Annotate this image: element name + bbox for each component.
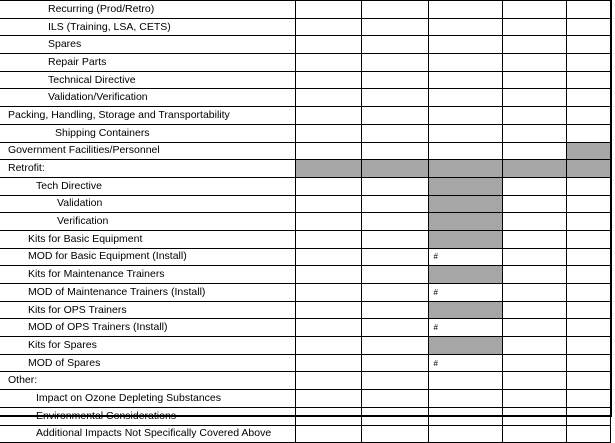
hash-mark-cell: # [428, 284, 502, 302]
table-row [0, 1, 610, 19]
row-label: Recurring (Prod/Retro) [0, 1, 295, 19]
empty-cell [428, 18, 502, 36]
empty-cell [566, 195, 610, 213]
empty-cell [428, 124, 502, 142]
row-label: Shipping Containers [0, 124, 295, 142]
row-label: MOD of OPS Trainers (Install) [0, 319, 295, 337]
empty-cell [295, 390, 361, 408]
empty-cell [295, 54, 361, 72]
row-label: Repair Parts [0, 54, 295, 72]
empty-cell [502, 284, 566, 302]
table-row [0, 142, 610, 160]
shaded-cell [428, 177, 502, 195]
empty-cell [361, 54, 428, 72]
empty-cell [361, 425, 428, 443]
table-row [0, 337, 610, 355]
empty-cell [428, 107, 502, 125]
empty-cell [361, 142, 428, 160]
empty-cell [361, 372, 428, 390]
empty-cell [428, 390, 502, 408]
table-row [0, 230, 610, 248]
table-row [0, 425, 610, 443]
row-label: Impact on Ozone Depleting Substances [0, 390, 295, 408]
empty-cell [295, 142, 361, 160]
empty-cell [361, 319, 428, 337]
empty-cell [428, 54, 502, 72]
empty-cell [295, 425, 361, 443]
empty-cell [502, 195, 566, 213]
shaded-cell [428, 213, 502, 231]
shaded-cell [361, 160, 428, 178]
table-row [0, 177, 610, 195]
empty-cell [566, 425, 610, 443]
empty-cell [361, 230, 428, 248]
empty-cell [361, 407, 428, 425]
empty-cell [295, 266, 361, 284]
empty-cell [361, 107, 428, 125]
row-label: MOD of Maintenance Trainers (Install) [0, 284, 295, 302]
row-label: Verification [0, 213, 295, 231]
empty-cell [502, 36, 566, 54]
empty-cell [502, 407, 566, 425]
empty-cell [502, 319, 566, 337]
empty-cell [502, 18, 566, 36]
empty-cell [428, 407, 502, 425]
empty-cell [566, 248, 610, 266]
empty-cell [566, 230, 610, 248]
empty-cell [361, 390, 428, 408]
row-label: Environmental Considerations [0, 407, 295, 425]
hash-mark-cell: # [428, 354, 502, 372]
empty-cell [295, 213, 361, 231]
table-row [0, 354, 610, 372]
empty-cell [428, 425, 502, 443]
empty-cell [566, 124, 610, 142]
hash-mark-cell: # [428, 248, 502, 266]
empty-cell [566, 407, 610, 425]
empty-cell [566, 372, 610, 390]
empty-cell [502, 230, 566, 248]
hash-mark-cell: # [428, 319, 502, 337]
empty-cell [361, 354, 428, 372]
empty-cell [428, 372, 502, 390]
shaded-cell [428, 266, 502, 284]
empty-cell [502, 354, 566, 372]
row-label: ILS (Training, LSA, CETS) [0, 18, 295, 36]
empty-cell [502, 142, 566, 160]
empty-cell [566, 54, 610, 72]
row-label: Kits for Maintenance Trainers [0, 266, 295, 284]
empty-cell [295, 319, 361, 337]
empty-cell [502, 54, 566, 72]
empty-cell [566, 390, 610, 408]
empty-cell [295, 284, 361, 302]
table-row [0, 124, 610, 142]
shaded-cell [502, 160, 566, 178]
table-row [0, 390, 610, 408]
row-label: Validation/Verification [0, 89, 295, 107]
table-row [0, 284, 610, 302]
row-label: Government Facilities/Personnel [0, 142, 295, 160]
empty-cell [295, 354, 361, 372]
empty-cell [566, 18, 610, 36]
row-label: Retrofit: [0, 160, 295, 178]
table-row [0, 107, 610, 125]
empty-cell [295, 230, 361, 248]
empty-cell [361, 337, 428, 355]
empty-cell [295, 337, 361, 355]
empty-cell [502, 266, 566, 284]
shaded-cell [428, 160, 502, 178]
table-row [0, 407, 610, 425]
empty-cell [502, 301, 566, 319]
shaded-cell [295, 160, 361, 178]
row-label: Kits for Basic Equipment [0, 230, 295, 248]
empty-cell [295, 124, 361, 142]
row-label: Technical Directive [0, 71, 295, 89]
row-label: Validation [0, 195, 295, 213]
table-row [0, 89, 610, 107]
empty-cell [502, 337, 566, 355]
row-label: Kits for Spares [0, 337, 295, 355]
row-label: Packing, Handling, Storage and Transportability [0, 107, 295, 125]
table-row [0, 319, 610, 337]
empty-cell [428, 142, 502, 160]
empty-cell [566, 213, 610, 231]
table-row [0, 266, 610, 284]
empty-cell [361, 1, 428, 19]
row-label: Tech Directive [0, 177, 295, 195]
empty-cell [566, 301, 610, 319]
empty-cell [566, 107, 610, 125]
empty-cell [566, 1, 610, 19]
empty-cell [295, 248, 361, 266]
shaded-cell [566, 142, 610, 160]
empty-cell [361, 213, 428, 231]
table-body [0, 1, 610, 443]
empty-cell [361, 89, 428, 107]
empty-cell [361, 266, 428, 284]
empty-cell [502, 1, 566, 19]
empty-cell [566, 354, 610, 372]
empty-cell [295, 1, 361, 19]
empty-cell [361, 284, 428, 302]
empty-cell [566, 266, 610, 284]
empty-cell [295, 36, 361, 54]
empty-cell [566, 177, 610, 195]
table-row [0, 195, 610, 213]
empty-cell [361, 124, 428, 142]
row-label: Kits for OPS Trainers [0, 301, 295, 319]
table-row [0, 213, 610, 231]
empty-cell [295, 372, 361, 390]
empty-cell [566, 36, 610, 54]
table-row [0, 372, 610, 390]
table-row [0, 301, 610, 319]
empty-cell [428, 89, 502, 107]
empty-cell [502, 177, 566, 195]
empty-cell [566, 71, 610, 89]
empty-cell [502, 213, 566, 231]
empty-cell [428, 36, 502, 54]
row-label: Spares [0, 36, 295, 54]
empty-cell [502, 425, 566, 443]
row-label: Additional Impacts Not Specifically Covered Above [0, 425, 295, 443]
table-row [0, 71, 610, 89]
row-label: Other: [0, 372, 295, 390]
shaded-cell [428, 230, 502, 248]
empty-cell [502, 390, 566, 408]
empty-cell [361, 301, 428, 319]
empty-cell [361, 71, 428, 89]
empty-cell [361, 195, 428, 213]
table-row [0, 36, 610, 54]
empty-cell [361, 177, 428, 195]
table-row [0, 160, 610, 178]
empty-cell [295, 177, 361, 195]
empty-cell [428, 71, 502, 89]
empty-cell [295, 18, 361, 36]
empty-cell [295, 407, 361, 425]
empty-cell [502, 248, 566, 266]
empty-cell [295, 89, 361, 107]
shaded-cell [566, 160, 610, 178]
row-label: MOD of Spares [0, 354, 295, 372]
empty-cell [566, 319, 610, 337]
empty-cell [502, 89, 566, 107]
empty-cell [295, 195, 361, 213]
shaded-cell [428, 301, 502, 319]
table-row [0, 54, 610, 72]
shaded-cell [428, 195, 502, 213]
empty-cell [428, 1, 502, 19]
row-label: MOD for Basic Equipment (Install) [0, 248, 295, 266]
empty-cell [502, 71, 566, 89]
empty-cell [502, 124, 566, 142]
shaded-cell [428, 337, 502, 355]
empty-cell [295, 107, 361, 125]
empty-cell [502, 107, 566, 125]
table-row [0, 248, 610, 266]
empty-cell [566, 337, 610, 355]
empty-cell [361, 36, 428, 54]
empty-cell [502, 372, 566, 390]
empty-cell [295, 301, 361, 319]
empty-cell [361, 248, 428, 266]
empty-cell [361, 18, 428, 36]
table-row [0, 18, 610, 36]
empty-cell [295, 71, 361, 89]
empty-cell [566, 89, 610, 107]
empty-cell [566, 284, 610, 302]
